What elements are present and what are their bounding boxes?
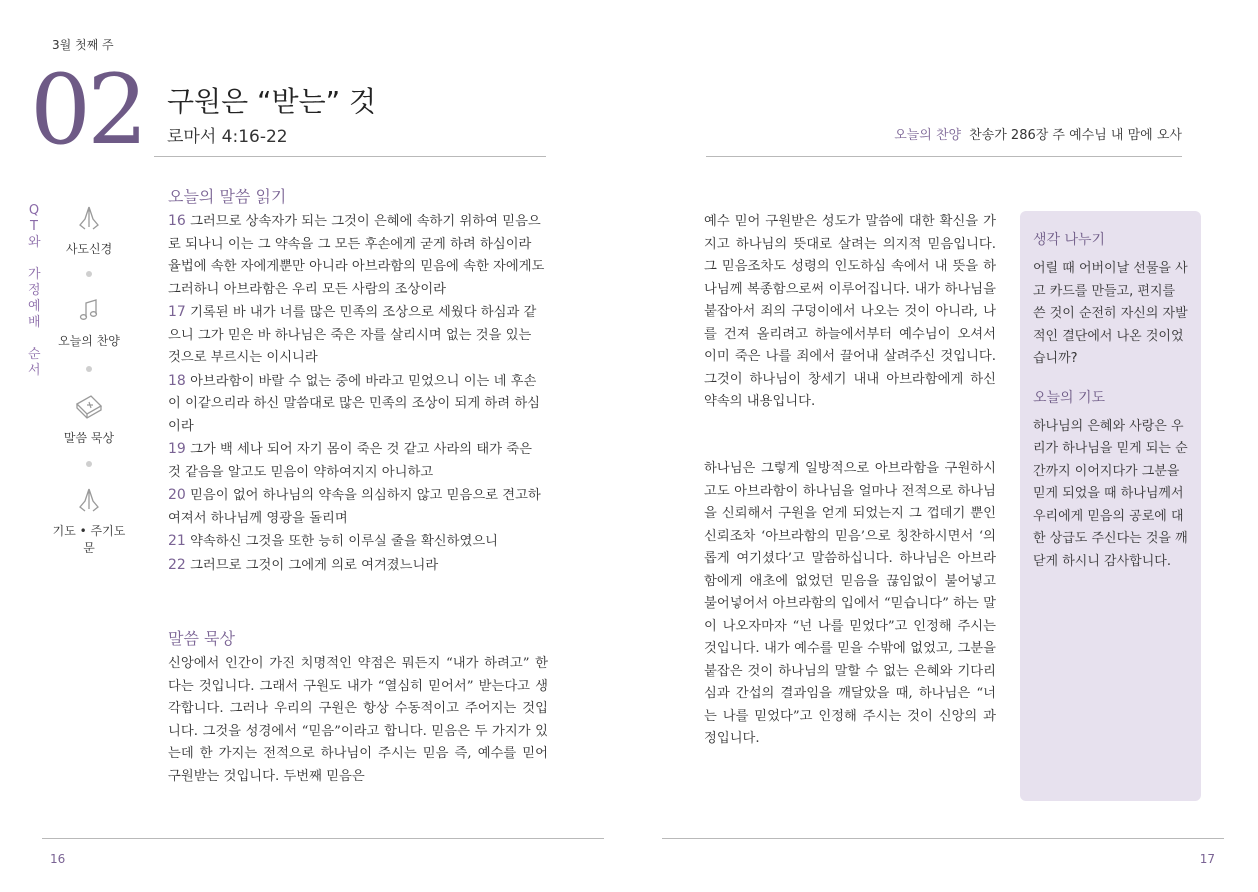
sidebar-dot <box>86 461 92 467</box>
share-heading: 생각 나누기 <box>1033 232 1106 248</box>
sidebar-item-label: 기도 • 주기도문 <box>52 524 126 555</box>
sidebar-vertical-title: Q T 와 가 정 예 배 순 서 <box>28 203 41 378</box>
sidebar-item-prayer <box>48 487 130 556</box>
verse: 16 그러므로 상속자가 되는 그것이 은혜에 속하기 위하여 믿음으로 되나니 이는 그 약속을 그 모든 후손에게 굳게 하려 하심이라 율법에 속한 자에게뿐만 아니라 아브라함의 믿음에 속한 자에게도 그러하니 아브라함은 우리 모든 사람의 조상이라 <box>168 213 545 297</box>
footer-divider-right <box>662 838 1224 839</box>
music-note-icon <box>48 297 130 328</box>
verse: 21 약속하신 그것을 또한 능히 이루실 줄을 확신하였으니 <box>168 533 499 549</box>
sidebar-dot <box>86 366 92 372</box>
verse: 19 그가 백 세나 되어 자기 몸이 죽은 것 같고 사라의 태가 죽은 것 같음을 알고도 믿음이 약하여지지 아니하고 <box>168 441 532 480</box>
meditation-paragraph: 하나님은 그렇게 일방적으로 아브라함을 구원하시고도 아브라함이 하나님을 얼마나 전적으로 하나님을 신뢰해서 구원을 얻게 되었는지 그 껍데기 뿐인 신뢰조차 ‘아브라함의 믿음’으로 칭찬하시면서 ‘의롭게 여기셨다’고 말씀하십니다. 하나님은 아브라함에게 애초에 없었던 믿음을 끊임없이 불어넣고 불어넣어서 아브라함의 입에서 “믿습니다” 하는 말이 나오자마자 “넌 나를 믿었다”고 인정해 주시는 것입니다. 내가 예수를 믿을 수밖에 없었고, 그분을 붙잡은 것이 하나님의 말할 수 없는 은혜와 기다리심과 간섭의 결과임을 깨달았을 때, 하나님은 “너는 나를 믿었다”고 인정해 주시는 것이 신앙의 과정입니다. <box>704 461 996 746</box>
meditation-heading: 말씀 묵상 <box>168 629 235 648</box>
scripture-reference: 로마서 4:16-22 <box>167 127 288 147</box>
lesson-number: 02 <box>30 54 145 166</box>
sidebar-item-label: 사도신경 <box>65 242 113 256</box>
page-number-left: 16 <box>50 852 66 866</box>
hymn-label: 오늘의 찬양 <box>894 128 962 143</box>
verse: 22 그러므로 그것이 그에게 의로 여겨졌느니라 <box>168 556 439 573</box>
header-divider-left <box>154 156 546 157</box>
meditation-paragraph: 예수 믿어 구원받은 성도가 말씀에 대한 확신을 가지고 하나님의 뜻대로 살려는 의지적 믿음입니다. 그 믿음조차도 성령의 인도하심 속에서 내 뜻을 하나님께 복종함으로써 이루어집니다. 내가 하나님을 붙잡아서 죄의 구덩이에서 나오는 것이 아니라, 나를 건져 올리려고 하늘에서부터 예수님이 오셔서 이미 죽은 나를 죄에서 끌어내 살려주신 것입니다. 그것이 하나님이 창세기 내내 아브라함에게 하신 약속의 내용입니다. <box>704 214 996 409</box>
hymn-line <box>894 124 1182 143</box>
praying-hands-icon <box>48 205 130 236</box>
sidebar-item-creed <box>48 205 130 257</box>
verse: 18 아브라함이 바랄 수 없는 중에 바라고 믿었으니 이는 네 후손이 이같으리라 하신 말씀대로 많은 민족의 조상이 되게 하려 하심이라 <box>168 372 541 434</box>
bible-icon <box>48 392 130 425</box>
sidebar-item-hymn <box>48 297 130 349</box>
praying-hands-icon <box>48 487 130 518</box>
share-text: 어릴 때 어버이날 선물을 사고 카드를 만들고, 편지를 쓴 것이 순전히 자신의 자발적인 결단에서 나온 것이었습니까? <box>1033 261 1188 366</box>
verse: 20 믿음이 없어 하나님의 약속을 의심하지 않고 믿음으로 견고하여져서 하나님께 영광을 돌리며 <box>168 487 541 526</box>
hymn-text: 찬송가 286장 주 예수님 내 맘에 오사 <box>969 128 1182 143</box>
verse: 17 기록된 바 내가 너를 많은 민족의 조상으로 세웠다 하심과 같으니 그가 믿은 바 하나님은 죽은 자를 살리시며 없는 것을 있는 것으로 부르시는 이시니라 <box>168 304 537 365</box>
week-label: 3월 첫째 주 <box>52 38 114 52</box>
reflection-box <box>1020 211 1201 801</box>
meditation-paragraph: 신앙에서 인간이 가진 치명적인 약점은 뭐든지 “내가 하려고” 한다는 것입니다. 그래서 구원도 내가 “열심히 믿어서” 받는다고 생각합니다. 그러나 우리의 구원은 항상 수동적이고 주어지는 것입니다. 그것을 성경에서 “믿음”이라고 합니다. 믿음은 두 가지가 있는데 한 가지는 전적으로 하나님이 주시는 믿음 즉, 예수를 믿어 구원받는 것입니다. 두번째 믿음은 <box>168 656 548 784</box>
prayer-heading: 오늘의 기도 <box>1033 389 1106 406</box>
footer-divider-left <box>42 838 604 839</box>
scripture-passage <box>168 210 548 577</box>
page-title: 구원은 “받는” 것 <box>167 85 377 118</box>
sidebar-item-label: 말씀 묵상 <box>63 431 115 445</box>
header-divider-right <box>706 156 1182 157</box>
sidebar-item-meditation <box>48 392 130 446</box>
prayer-text: 하나님의 은혜와 사랑은 우리가 하나님을 믿게 되는 순간까지 이어지다가 그분을 믿게 되었을 때 하나님께서 우리에게 믿음의 공로에 대한 상급도 주신다는 것을 깨닫게 하시니 감사합니다. <box>1033 418 1188 569</box>
sidebar-item-label: 오늘의 찬양 <box>58 334 120 348</box>
reading-heading: 오늘의 말씀 읽기 <box>168 187 287 206</box>
page-number-right: 17 <box>1199 852 1215 866</box>
sidebar-dot <box>86 271 92 277</box>
